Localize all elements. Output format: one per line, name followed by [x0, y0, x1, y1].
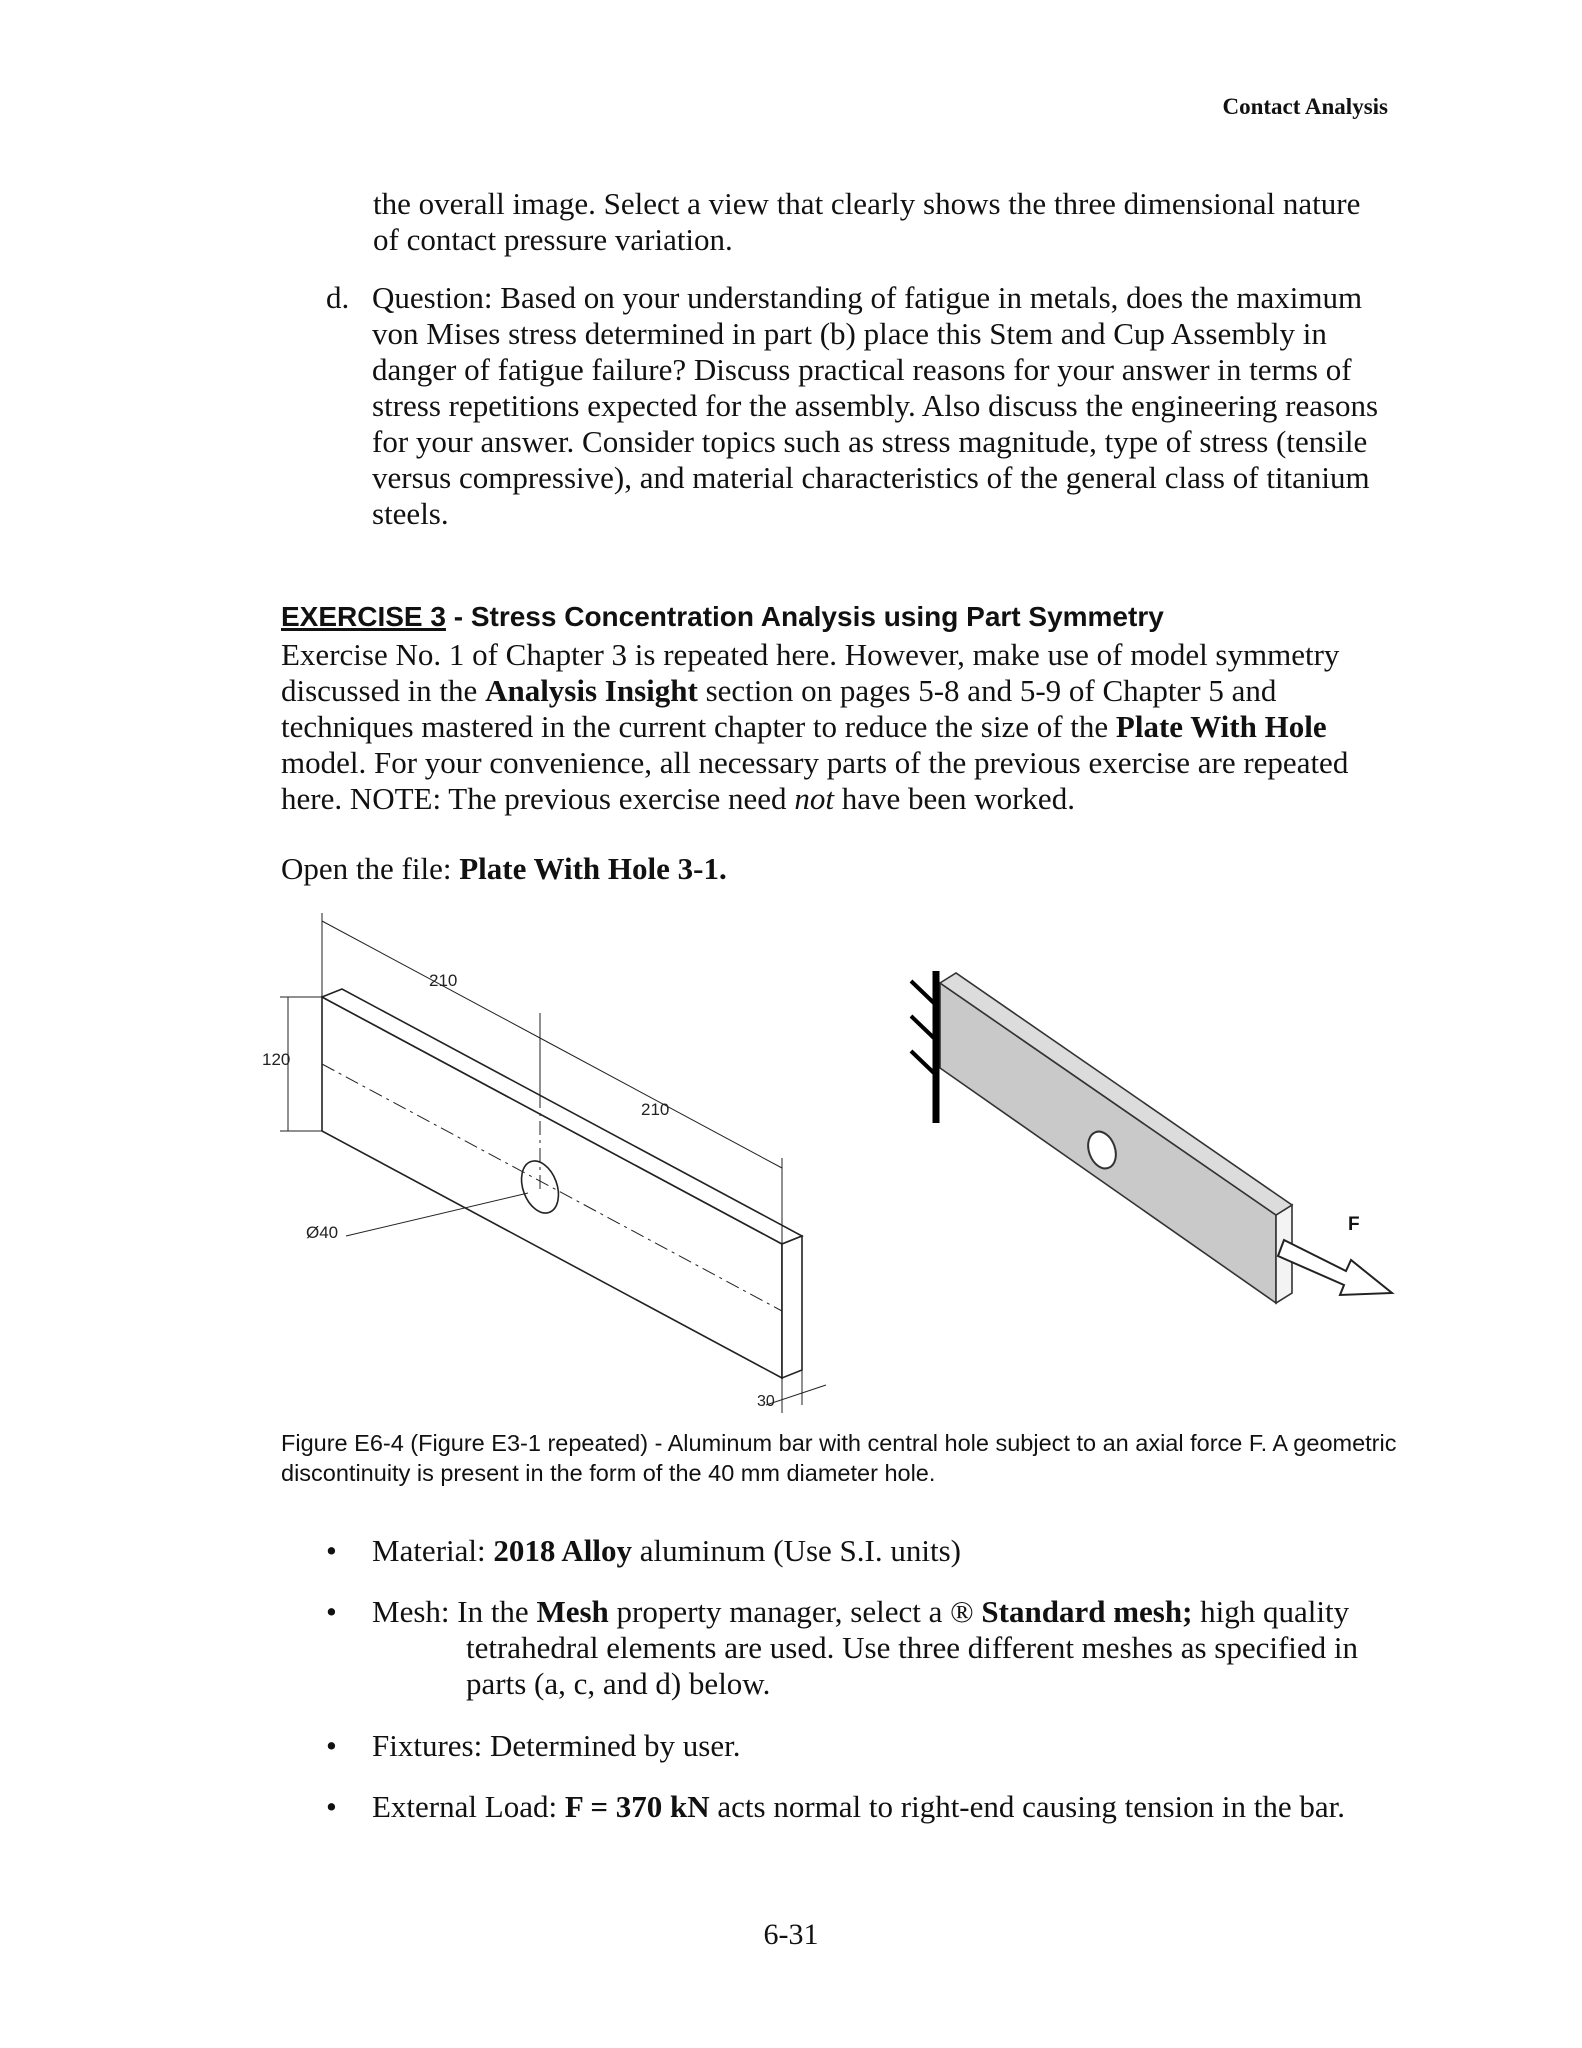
material-prefix: Material: [372, 1533, 494, 1568]
exercise-heading [281, 601, 1164, 633]
load-prefix: External Load: [372, 1789, 565, 1824]
dim-thickness: 30 [757, 1393, 775, 1410]
intro-paragraph: the overall image. Select a view that clearly shows the three dimensional nature of contact pressure variation. [373, 186, 1361, 257]
standard-mesh-bold: Standard mesh; [981, 1594, 1193, 1629]
exercise-text: model. For your convenience, all necessary parts of the previous exercise are repeated here. NOTE: The previous exercise need [281, 745, 1349, 816]
mesh-continuation: tetrahedral elements are used. Use three different meshes as specified in parts (a, c, and d) below. [466, 1630, 1359, 1701]
mesh-text: high quality [1192, 1594, 1350, 1629]
figure-e6-4 [262, 893, 1406, 1438]
bullet-marker: • [326, 1594, 337, 1629]
bullet-marker: • [326, 1728, 337, 1763]
plate-with-hole-ref: Plate With Hole [1115, 709, 1327, 744]
figure-caption: Figure E6-4 (Figure E3-1 repeated) - Aluminum bar with central hole subject to an axial force F. A geometric discontinuity is present in the form of the 40 mm diameter hole. [281, 1430, 1397, 1486]
dim-length-1: 210 [429, 971, 458, 990]
material-alloy: 2018 Alloy [493, 1533, 633, 1568]
question-d-label: d. [326, 280, 350, 315]
material-suffix: aluminum (Use S.I. units) [632, 1533, 961, 1568]
bullet-mesh [326, 1594, 1406, 1702]
bullet-material [326, 1533, 1406, 1569]
dim-hole-diameter: Ø40 [306, 1223, 339, 1242]
load-suffix: acts normal to right-end causing tension in the bar. [709, 1789, 1345, 1824]
plate-dimension-drawing [280, 913, 826, 1413]
exercise-text: Exercise No. 1 of Chapter 3 is repeated here. However, make use of model symmetry discussed in the [281, 637, 1340, 708]
mesh-bold: Mesh [536, 1594, 609, 1629]
exercise-body [281, 637, 1391, 817]
bullet-load [326, 1789, 1406, 1825]
load-value: F = 370 kN [564, 1789, 710, 1824]
open-file-prefix: Open the file: [281, 851, 460, 886]
exercise-title: - Stress Concentration Analysis using Part Symmetry [445, 601, 1164, 632]
emphasis-not: not [794, 781, 834, 816]
force-label: F [1348, 1214, 1360, 1235]
bullet-marker: • [326, 1789, 337, 1824]
question-d-text: Question: Based on your understanding of fatigue in metals, does the maximum von Mises stress determined in part (b) place this Stem and Cup Assembly in danger of fatigue failure? Discuss practical reasons for your answer in terms of stress repetitions expected for the assembly. Also discuss the engineering reasons for your answer. Consider topics such as stress magnitude, type of stress (tensile versus compressive), and material characteristics of the general class of titanium steels. [372, 280, 1379, 531]
open-file-line [281, 851, 727, 887]
force-arrow-icon [1278, 1240, 1392, 1295]
fixtures-text: Fixtures: Determined by user. [372, 1728, 741, 1763]
running-header: Contact Analysis [1222, 94, 1388, 119]
exercise-text: section on pages 5-8 and 5-9 of Chapter 5 and techniques mastered in the current chapter to reduce the size of the [281, 673, 1277, 744]
exercise-label: EXERCISE 3 [281, 601, 446, 632]
dim-length-2: 210 [641, 1100, 670, 1119]
page-number: 6-31 [763, 1918, 819, 1951]
analysis-insight-ref: Analysis Insight [485, 673, 698, 708]
bullet-fixtures [326, 1728, 1406, 1764]
loaded-plate-drawing [911, 971, 1392, 1303]
mesh-text: property manager, select a ® [608, 1594, 982, 1629]
exercise-text: have been worked. [833, 781, 1075, 816]
dim-height: 120 [262, 1050, 291, 1069]
open-file-name: Plate With Hole 3-1. [459, 851, 727, 886]
bullet-marker: • [326, 1533, 337, 1568]
question-d [326, 280, 1406, 532]
mesh-prefix: Mesh: In the [372, 1594, 537, 1629]
